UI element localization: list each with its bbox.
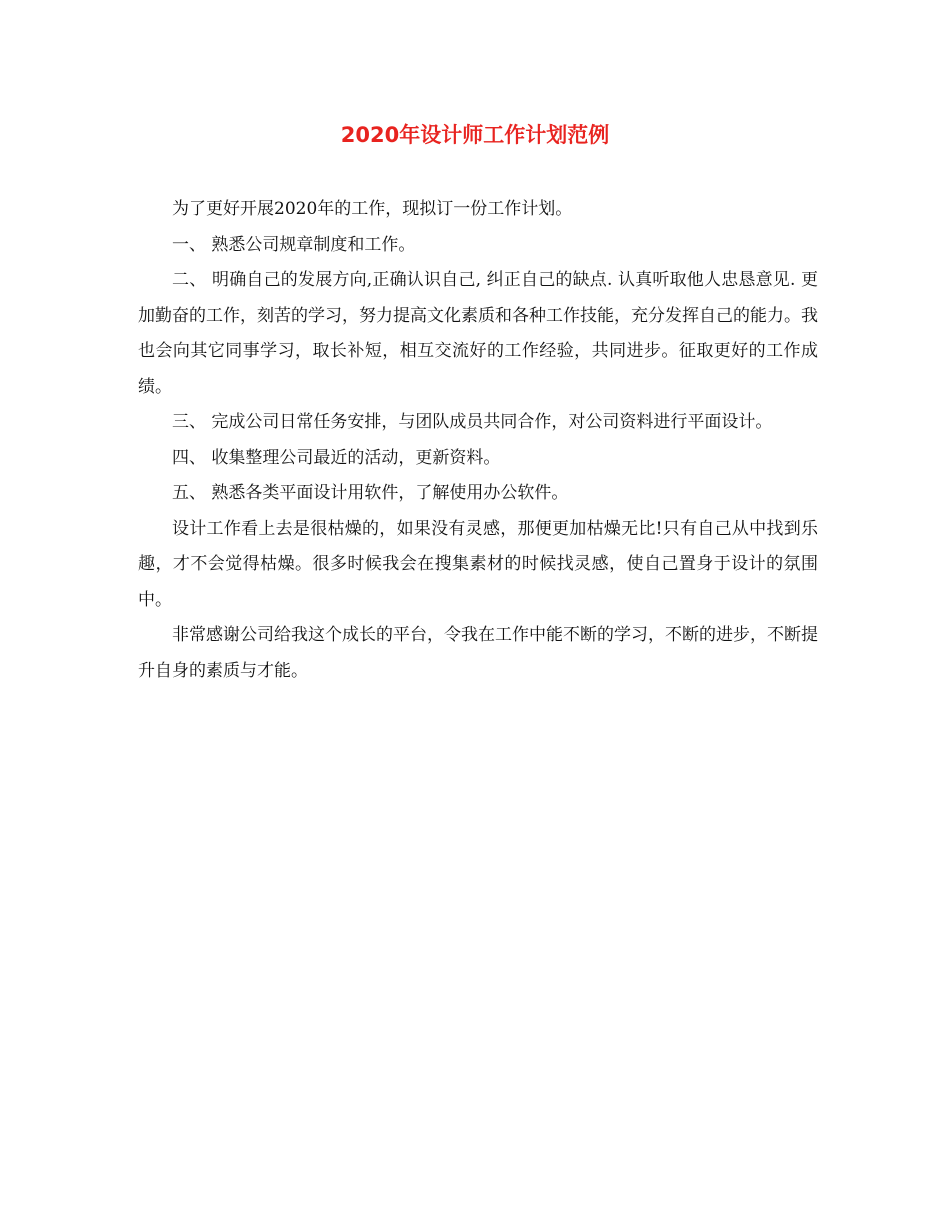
document-title: 2020年设计师工作计划范例: [340, 123, 610, 147]
paragraph-item-4: 四、 收集整理公司最近的活动，更新资料。: [172, 447, 501, 468]
document-body: [138, 192, 818, 689]
paragraph-reflection: 设计工作看上去是很枯燥的，如果没有灵感，那便更加枯燥无比!只有自己从中找到乐趣，才不会觉得枯燥。很多时候我会在搜集素材的时候找灵感，使自己置身于设计的氛围中。: [138, 518, 818, 610]
paragraph-item-3: 三、 完成公司日常任务安排，与团队成员共同合作，对公司资料进行平面设计。: [172, 412, 773, 432]
paragraph-closing: 非常感谢公司给我这个成长的平台，令我在工作中能不断的学习，不断的进步，不断提升自身的素质与才能。: [138, 625, 818, 681]
paragraph-item-2: 二、 明确自己的发展方向,正确认识自己, 纠正自己的缺点. 认真听取他人忠恳意见. 更加勤奋的工作，刻苦的学习，努力提高文化素质和各种工作技能，充分发挥自己的能力。我也会向其它同事学习，取长补短，相互交流好的工作经验，共同进步。征取更好的工作成绩。: [138, 270, 818, 397]
paragraph-item-1: 一、 熟悉公司规章制度和工作。: [172, 234, 416, 255]
paragraph-item-5: 五、 熟悉各类平面设计用软件，了解使用办公软件。: [172, 483, 569, 503]
paragraph-intro: 为了更好开展2020年的工作，现拟订一份工作计划。: [172, 199, 573, 219]
